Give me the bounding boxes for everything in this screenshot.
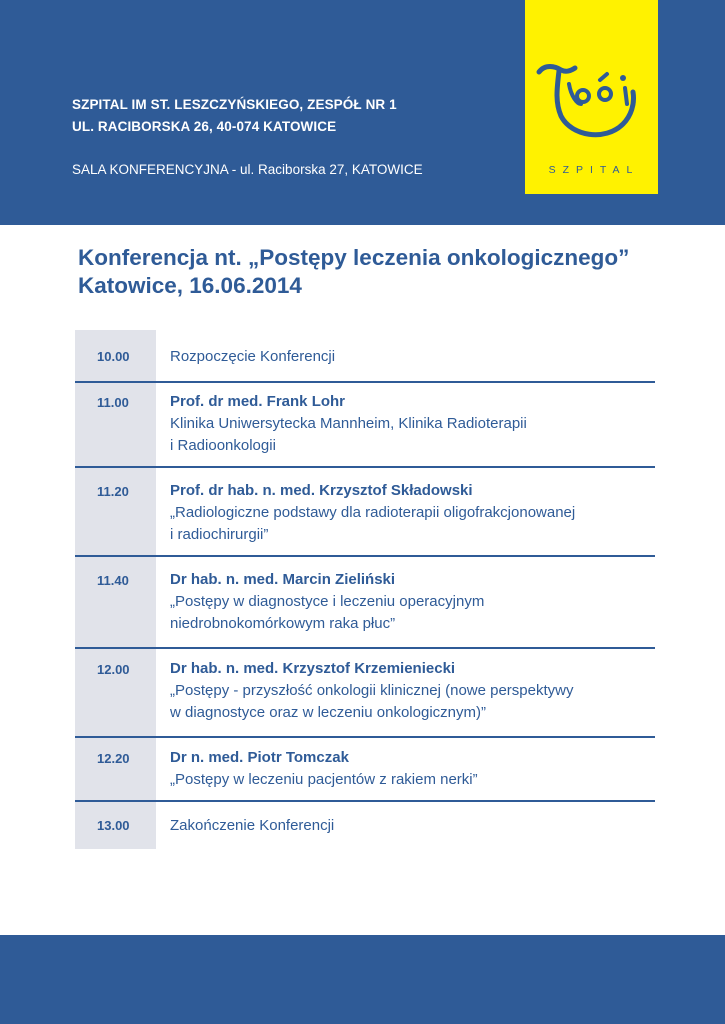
row-divider [75, 647, 655, 649]
agenda-time: 12.00 [97, 662, 130, 677]
agenda-content [170, 346, 660, 368]
agenda-content [170, 747, 660, 791]
agenda-description: „Postępy w leczeniu pacjentów z rakiem nerki” [170, 771, 478, 788]
agenda-speaker: Dr n. med. Piotr Tomczak [170, 749, 349, 766]
agenda-description: „Radiologiczne podstawy dla radioterapii oligofrakcjonowanej [170, 504, 576, 521]
agenda-content [170, 569, 660, 635]
agenda-description-cont: i Radioonkologii [170, 437, 276, 454]
agenda-speaker: Prof. dr med. Frank Lohr [170, 393, 346, 410]
row-divider [75, 800, 655, 802]
row-divider [75, 555, 655, 557]
agenda-content [170, 480, 660, 546]
hospital-name: SZPITAL IM ST. LESZCZYŃSKIEGO, ZESPÓŁ NR 1 [72, 97, 397, 112]
agenda-description: „Postępy w diagnostyce i leczeniu operacyjnym [170, 593, 485, 610]
agenda-time: 10.00 [97, 349, 130, 364]
agenda-speaker: Dr hab. n. med. Krzysztof Krzemieniecki [170, 660, 456, 677]
hospital-logo [525, 0, 658, 194]
agenda-speaker: Prof. dr hab. n. med. Krzysztof Składowski [170, 482, 473, 499]
row-divider [75, 381, 655, 383]
agenda-content [170, 658, 660, 724]
agenda-description-cont: i radiochirurgii” [170, 526, 269, 543]
header-band [0, 0, 725, 225]
title-line-1: Konferencja nt. „Postępy leczenia onkologicznego” [78, 245, 630, 270]
agenda-description-cont: w diagnostyce oraz w leczeniu onkologicznym)” [170, 704, 486, 721]
agenda-description-cont: niedrobnokomórkowym raka płuc” [170, 615, 396, 632]
logo-subtext: SZPITAL [548, 164, 640, 176]
hospital-address: UL. RACIBORSKA 26, 40-074 KATOWICE [72, 119, 337, 134]
agenda-time: 11.40 [97, 573, 129, 588]
row-divider [75, 736, 655, 738]
agenda-description: Klinika Uniwersytecka Mannheim, Klinika Radioterapii [170, 415, 527, 432]
agenda-time: 13.00 [97, 818, 130, 833]
conference-title [78, 244, 629, 300]
venue-text: SALA KONFERENCYJNA - ul. Raciborska 27, KATOWICE [72, 162, 423, 177]
agenda-description: „Postępy - przyszłość onkologii klinicznej (nowe perspektywy [170, 682, 574, 699]
twoj-logo-icon [525, 0, 658, 160]
agenda-speaker: Dr hab. n. med. Marcin Zieliński [170, 571, 396, 588]
title-line-2: Katowice, 16.06.2014 [78, 273, 302, 298]
agenda-time: 11.00 [97, 395, 129, 410]
footer-band [0, 935, 725, 1024]
agenda-content [170, 391, 660, 457]
agenda-description: Zakończenie Konferencji [170, 817, 335, 834]
agenda-description: Rozpoczęcie Konferencji [170, 348, 336, 365]
row-divider [75, 466, 655, 468]
agenda-time: 12.20 [97, 751, 130, 766]
agenda-content [170, 815, 660, 837]
agenda-time: 11.20 [97, 484, 129, 499]
